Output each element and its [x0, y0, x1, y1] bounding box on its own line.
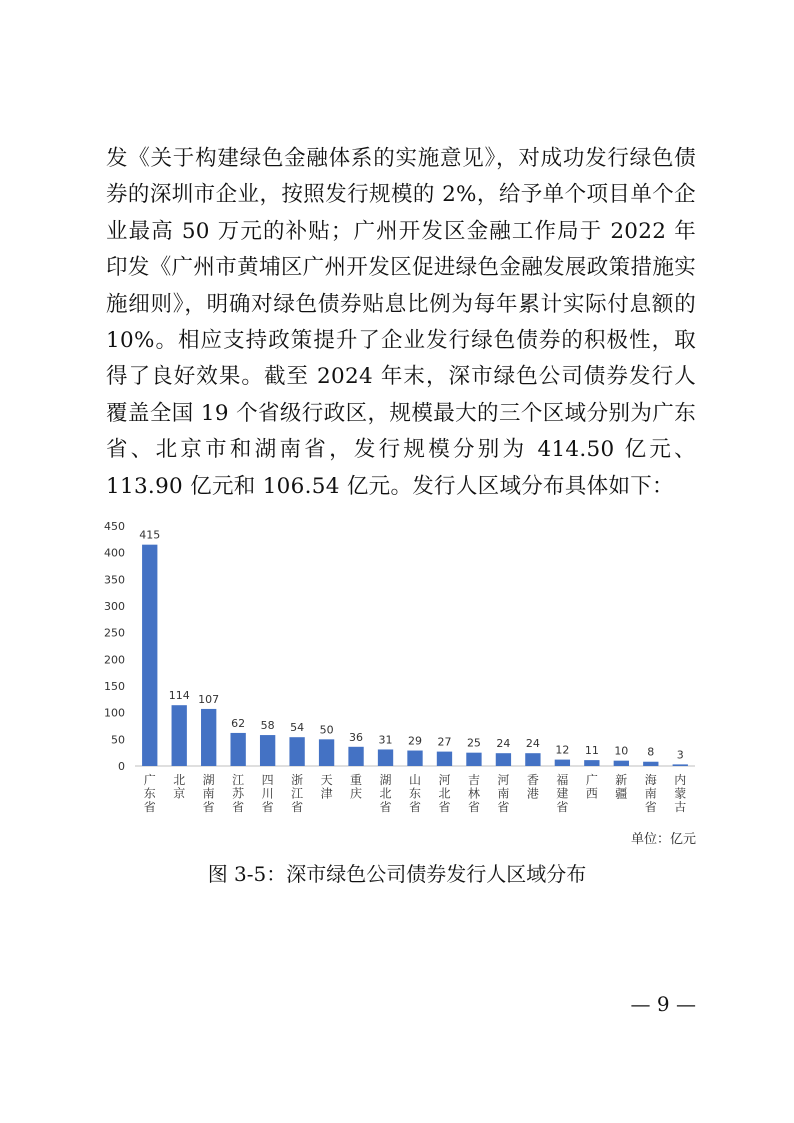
x-category-label: 福建省 [556, 773, 569, 814]
bar [230, 733, 245, 766]
bar [673, 764, 688, 766]
x-category-label: 重庆 [350, 773, 363, 801]
bar-value-label: 12 [555, 743, 570, 757]
y-tick-label: 0 [118, 760, 125, 773]
x-category-label: 广西 [585, 773, 598, 801]
bar [172, 705, 187, 766]
x-category-label: 湖南省 [202, 773, 215, 814]
bar [142, 545, 157, 766]
bar-value-label: 8 [647, 745, 655, 759]
x-category-label: 四川省 [261, 773, 274, 814]
bar [378, 749, 393, 766]
bar-value-label: 27 [437, 735, 452, 749]
bar [437, 752, 452, 766]
bar-value-label: 415 [139, 528, 161, 542]
x-category-label: 河北省 [438, 773, 451, 814]
y-tick-label: 200 [104, 653, 125, 667]
bar [614, 761, 629, 766]
x-category-label: 香港 [526, 773, 539, 801]
bar-value-label: 25 [466, 736, 481, 750]
bar-value-label: 11 [584, 744, 599, 758]
y-tick-label: 250 [104, 626, 125, 640]
bar-value-label: 107 [198, 692, 220, 706]
x-category-label: 江苏省 [232, 773, 245, 814]
x-category-label: 广东省 [143, 773, 156, 814]
bar [407, 751, 422, 766]
bar [466, 753, 481, 766]
bar [201, 709, 216, 766]
bar-chart-svg [100, 512, 700, 822]
bar-value-label: 31 [378, 733, 393, 747]
x-category-label: 新疆 [615, 773, 628, 801]
bar-value-label: 10 [614, 744, 629, 758]
y-tick-label: 350 [104, 573, 125, 587]
bar-value-label: 29 [408, 734, 422, 748]
bar [555, 760, 570, 766]
bar-value-label: 3 [676, 748, 684, 762]
bar [643, 762, 658, 766]
bar-value-label: 62 [231, 716, 246, 730]
figure-caption: 图 3-5：深市绿色公司债券发行人区域分布 [207, 862, 587, 886]
x-category-label: 内蒙古 [674, 773, 687, 814]
bar [289, 737, 304, 766]
chart-unit-label: 单位：亿元 [630, 832, 696, 847]
y-tick-label: 100 [104, 706, 125, 720]
x-category-label: 吉林省 [467, 773, 480, 814]
bar-value-label: 50 [319, 723, 334, 737]
body-paragraph: 发《关于构建绿色金融体系的实施意见》，对成功发行绿色债券的深圳市企业，按照发行规模的 2%，给予单个项目单个企业最高 50 万元的补贴；广州开发区金融工作局于 2022 年印发《广州市黄埔区广州开发区促进绿色金融发展政策措施实施细则》，明确对绿色债券贴息比例为每年累计实际付息额的 10%。相应支持政策提升了企业发行绿色债券的积极性，取得了良好效果。截至 2024 年末，深市绿色公司债券发行人覆盖全国 19 个省级行政区，规模最大的三个区域分别为广东省、北京市和湖南省，发行规模分别为 414.50 亿元、113.90 亿元和 106.54 亿元。发行人区域分布具体如下： [106, 146, 696, 499]
x-category-label: 海南省 [644, 773, 657, 814]
x-category-label: 湖北省 [379, 773, 392, 814]
bar [525, 753, 540, 766]
bar-value-label: 54 [290, 721, 305, 735]
x-category-label: 浙江省 [291, 773, 304, 814]
bar-value-label: 24 [525, 737, 540, 751]
x-category-label: 河南省 [497, 773, 510, 814]
y-tick-label: 300 [104, 600, 125, 613]
bar [584, 760, 599, 766]
x-category-label: 山东省 [408, 773, 422, 814]
y-tick-label: 150 [104, 680, 125, 693]
y-tick-label: 450 [104, 520, 125, 533]
x-category-label: 北京 [173, 773, 186, 801]
region-distribution-chart [100, 512, 700, 822]
bar [319, 739, 334, 766]
x-category-label: 天津 [320, 773, 333, 801]
bar [496, 753, 511, 766]
page-number: — 9 — [630, 992, 696, 1016]
bar-value-label: 24 [496, 737, 511, 751]
bar-value-label: 36 [349, 730, 364, 744]
y-tick-label: 50 [111, 733, 125, 747]
y-tick-label: 400 [104, 546, 125, 560]
bar [348, 747, 363, 766]
bar-value-label: 58 [260, 719, 275, 733]
bar-value-label: 114 [168, 689, 190, 703]
bar [260, 735, 275, 766]
